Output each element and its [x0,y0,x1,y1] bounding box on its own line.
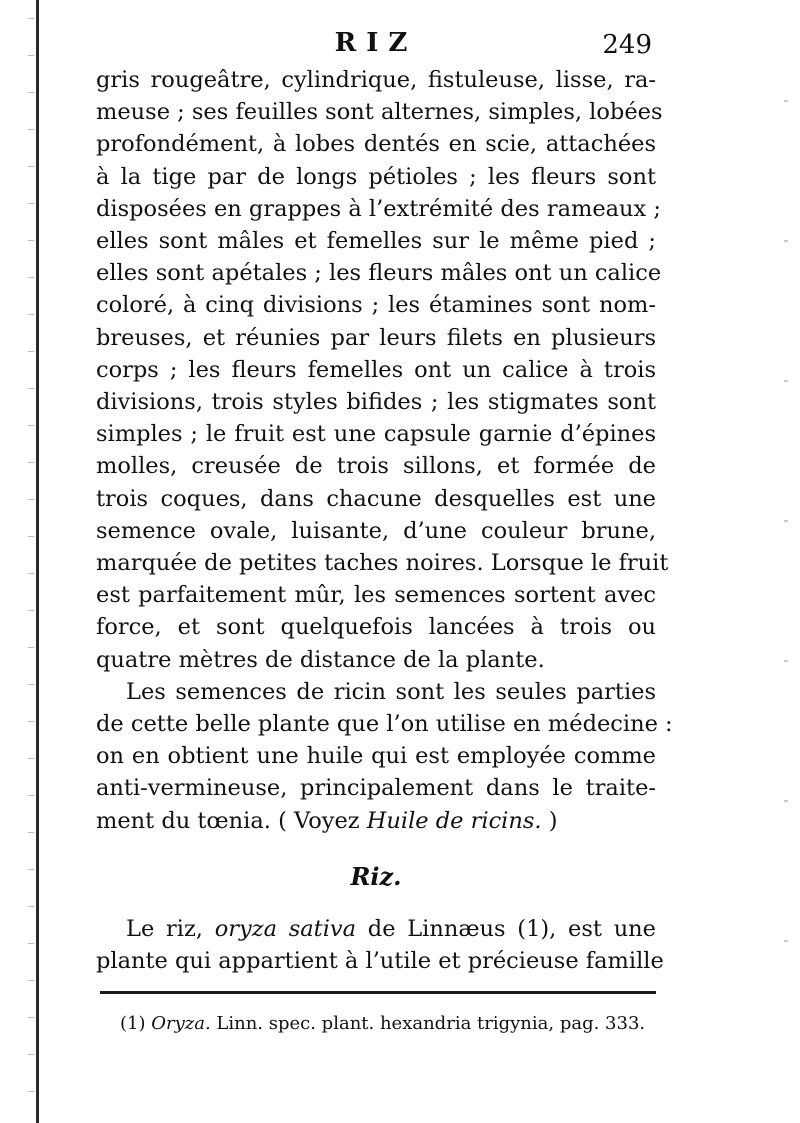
text-line: anti-vermineuse, principalement dans le traite- [96,775,656,802]
text-line: Les semences de ricin sont les seules parties [126,678,656,705]
page-header [96,28,656,64]
text-line: divisions, trois styles bifides ; les stigmates sont [96,389,656,416]
text-line: meuse ; ses feuilles sont alternes, simples, lobées [96,99,663,126]
footnote-text: Linn. spec. plant. hexandria trigynia, pag. 333. [210,1013,646,1035]
text-line: de cette belle plante que l’on utilise en médecine : [96,711,673,738]
text-line [96,805,656,837]
text-line: trois coques, dans chacune desquelles est une [96,485,656,512]
latin-name: oryza sativa [214,916,357,943]
footnote-marker: (1) [120,1013,152,1035]
running-head: RIZ [334,28,418,58]
text-fragment: ) [541,807,558,834]
paragraph-ricin-description [96,64,669,676]
footnote-latin: Oryza. [151,1013,211,1035]
binding-edge-line [36,0,39,1123]
text-line: elles sont mâles et femelles sur le même pied ; [96,228,656,255]
footnote-divider [100,991,656,994]
text-line: simples ; le fruit est une capsule garnie d’épines [96,421,656,448]
text-line: disposées en grappes à l’extrémité des rameaux ; [96,195,661,222]
text-line: est parfaitement mûr, les semences sortent avec [96,582,656,609]
text-line: profondément, à lobes dentés en scie, attachées [96,131,656,158]
section-heading: Riz. [350,861,402,891]
page-number: 249 [602,30,652,60]
text-fragment: Le riz, [126,916,215,943]
right-margin-marks [784,40,788,1040]
binding-gutter-marks [28,0,34,1123]
text-line: on en obtient une huile qui est employée comme [96,743,656,770]
text-line: à la tige par de longs pétioles ; les fleurs sont [96,163,656,190]
text-line: breuses, et réunies par leurs filets en plusieurs [96,324,656,351]
paragraph-ricin-uses [96,676,673,837]
text-fragment: de Linnæus (1), est une [356,916,656,943]
text-line: elles sont apétales ; les fleurs mâles ont un calice [96,260,662,287]
text-line: coloré, à cinq divisions ; les étamines sont nom- [96,292,656,319]
text-line: marquée de petites taches noires. Lorsque le fruit [96,550,669,577]
text-line: corps ; les fleurs femelles ont un calice à trois [96,356,656,383]
cross-reference: Huile de ricins. [366,807,542,834]
text-line: semence ovale, luisante, d’une couleur brune, [96,517,656,544]
text-fragment: ment du tœnia. ( Voyez [96,807,367,834]
text-line [96,913,656,945]
book-page [96,28,673,1038]
page-body [96,64,673,977]
text-line: quatre mètres de distance de la plante. [96,646,545,673]
footnote [96,1010,656,1038]
text-line: force, et sont quelquefois lancées à trois ou [96,614,656,641]
paragraph-riz-intro [96,913,664,977]
text-line: molles, creusée de trois sillons, et formée de [96,453,656,480]
text-line: gris rougeâtre, cylindrique, fistuleuse, lisse, ra- [96,67,656,93]
text-line: plante qui appartient à l’utile et précieuse famille [96,948,664,975]
